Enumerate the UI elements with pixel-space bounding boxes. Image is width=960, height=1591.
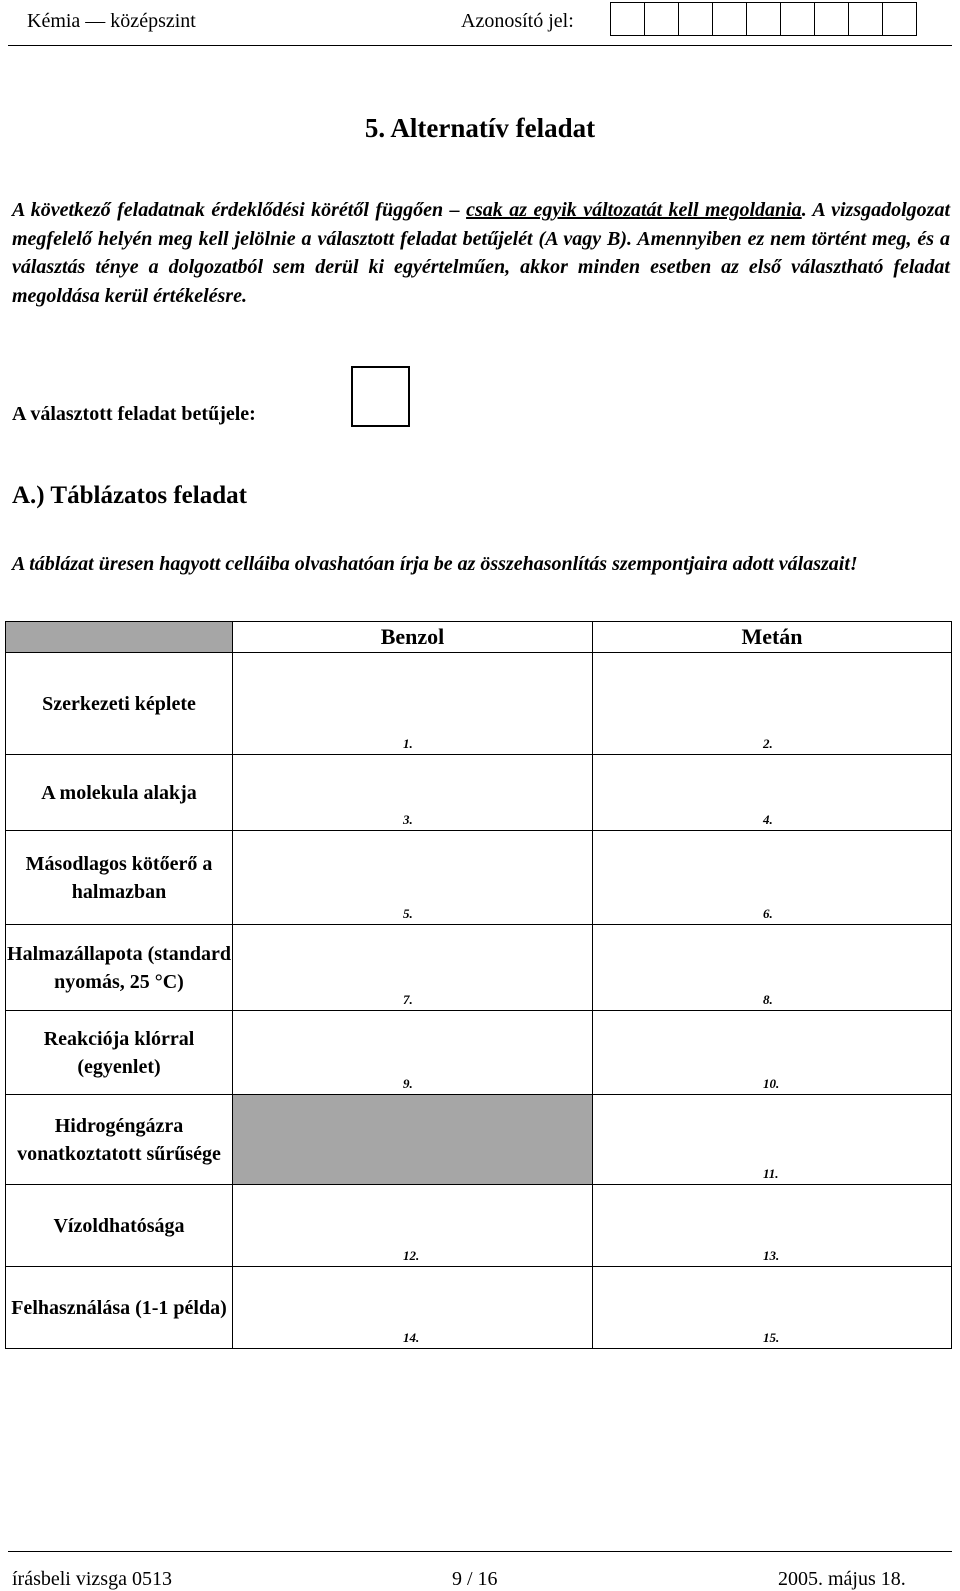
- table-row: [6, 653, 952, 755]
- choice-input-box[interactable]: [351, 366, 410, 427]
- instructions: [12, 196, 950, 310]
- answer-number: 5.: [403, 906, 413, 921]
- id-box[interactable]: [814, 2, 849, 36]
- task-instruction: A táblázat üresen hagyott celláiba olvashatóan írja be az összehasonlítás szempontjaira adott válaszait!: [12, 553, 858, 575]
- table-row: [6, 1011, 952, 1095]
- answer-cell[interactable]: [593, 1185, 952, 1267]
- answer-number: 12.: [403, 1248, 420, 1263]
- answer-number: 3.: [403, 812, 413, 827]
- id-box[interactable]: [644, 2, 679, 36]
- id-box[interactable]: [610, 2, 645, 36]
- row-label: Másodlagos kötőerő a halmazban: [6, 831, 233, 925]
- choice-label: A választott feladat betűjele:: [12, 403, 256, 425]
- answer-cell[interactable]: [593, 831, 952, 925]
- answer-cell[interactable]: [593, 755, 952, 831]
- section-title: 5. Alternatív feladat: [364, 113, 596, 143]
- instructions-underlined: csak az egyik változatát kell megoldania: [466, 199, 802, 221]
- answer-number: 14.: [403, 1330, 420, 1345]
- table-row: [6, 1095, 952, 1185]
- answer-cell[interactable]: [593, 1095, 952, 1185]
- table-row: [6, 925, 952, 1011]
- table-row: [6, 755, 952, 831]
- answer-cell[interactable]: [593, 653, 952, 755]
- id-box[interactable]: [746, 2, 781, 36]
- footer-exam-code: írásbeli vizsga 0513: [12, 1568, 172, 1590]
- table-header-row: [6, 622, 952, 653]
- id-box[interactable]: [848, 2, 883, 36]
- id-box[interactable]: [780, 2, 815, 36]
- row-label: A molekula alakja: [6, 755, 233, 831]
- answer-number: 4.: [763, 812, 773, 827]
- header-id-label: Azonosító jel:: [461, 10, 574, 32]
- answer-cell[interactable]: [593, 925, 952, 1011]
- row-label: Hidrogéngázra vonatkoztatott sűrűsége: [6, 1095, 233, 1185]
- id-box[interactable]: [678, 2, 713, 36]
- comparison-table: [5, 621, 952, 1349]
- table-row: [6, 831, 952, 925]
- footer-divider: [8, 1551, 952, 1552]
- answer-number: 6.: [763, 906, 773, 921]
- answer-cell[interactable]: [233, 1185, 593, 1267]
- answer-cell[interactable]: [233, 653, 593, 755]
- answer-cell[interactable]: [233, 755, 593, 831]
- header-divider: [8, 45, 952, 46]
- answer-number: 15.: [763, 1330, 780, 1345]
- answer-number: 13.: [763, 1248, 780, 1263]
- header-subject: Kémia — középszint: [27, 10, 196, 32]
- instructions-part2: . A vizsgadolgozat megfelelő helyén meg kell jelölnie a választott feladat betűjelét (A vagy B). Amennyiben ez nem történt meg, és a választás ténye a dolgozatból sem derül ki egyértelműen, akkor minden esetben az első választható feladat megoldása kerül értékelésre.: [12, 199, 950, 307]
- instructions-part1: A következő feladatnak érdeklődési körétől függően –: [12, 199, 467, 221]
- row-label: Reakciója klórral (egyenlet): [6, 1011, 233, 1095]
- answer-number: 10.: [763, 1076, 780, 1091]
- answer-cell[interactable]: [233, 831, 593, 925]
- table-corner-cell: [6, 622, 233, 653]
- col-header-benzol: Benzol: [233, 622, 593, 653]
- footer-date: 2005. május 18.: [778, 1568, 906, 1590]
- row-label: Szerkezeti képlete: [6, 653, 233, 755]
- answer-number: 7.: [403, 992, 413, 1007]
- shaded-cell: [233, 1095, 593, 1185]
- answer-cell[interactable]: [233, 1011, 593, 1095]
- task-title: A.) Táblázatos feladat: [12, 482, 247, 509]
- answer-cell[interactable]: [233, 1267, 593, 1349]
- footer-page-number: 9 / 16: [452, 1568, 498, 1590]
- answer-number: 11.: [763, 1166, 779, 1181]
- table-row: [6, 1267, 952, 1349]
- answer-cell[interactable]: [593, 1267, 952, 1349]
- answer-number: 1.: [403, 736, 413, 751]
- row-label: Felhasználása (1-1 példa): [6, 1267, 233, 1349]
- answer-number: 8.: [763, 992, 773, 1007]
- col-header-metan: Metán: [593, 622, 952, 653]
- answer-cell[interactable]: [593, 1011, 952, 1095]
- id-box[interactable]: [712, 2, 747, 36]
- answer-number: 9.: [403, 1076, 413, 1091]
- table-row: [6, 1185, 952, 1267]
- id-box[interactable]: [882, 2, 917, 36]
- row-label: Halmazállapota (standard nyomás, 25 °C): [6, 925, 233, 1011]
- id-boxes: [611, 2, 917, 36]
- answer-cell[interactable]: [233, 925, 593, 1011]
- row-label: Vízoldhatósága: [6, 1185, 233, 1267]
- answer-number: 2.: [763, 736, 773, 751]
